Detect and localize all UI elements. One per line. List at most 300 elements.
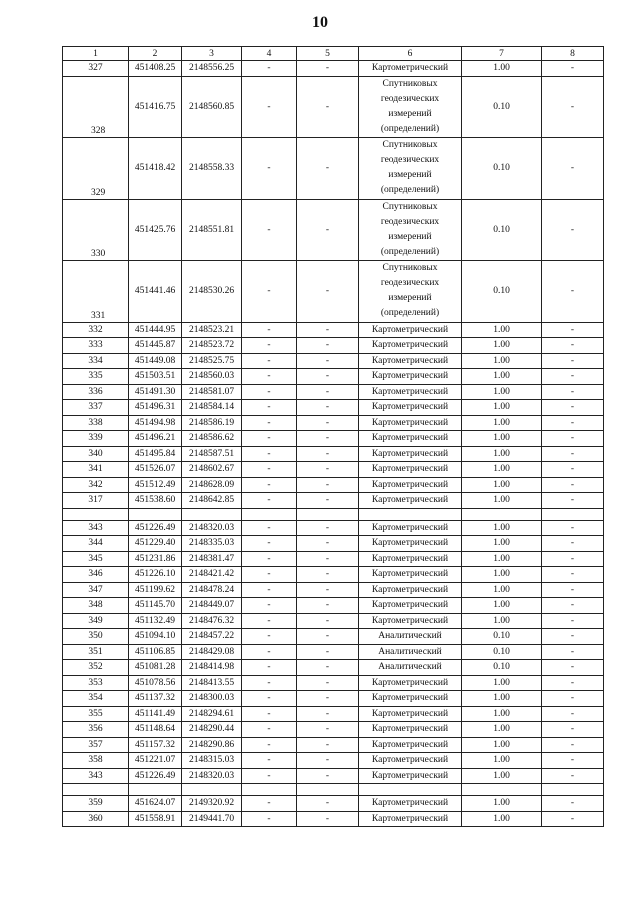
col8-cell: - bbox=[542, 675, 604, 691]
point-number-cell: 338 bbox=[63, 415, 129, 431]
header-cell: 1 bbox=[63, 47, 129, 61]
table-row bbox=[63, 353, 604, 369]
empty-cell bbox=[542, 508, 604, 520]
col5-cell: - bbox=[297, 61, 359, 77]
col4-cell: - bbox=[242, 811, 297, 827]
x-coordinate-cell: 451199.62 bbox=[129, 582, 182, 598]
x-coordinate-cell: 451558.91 bbox=[129, 811, 182, 827]
y-coordinate-cell: 2148523.21 bbox=[182, 322, 242, 338]
col8-cell: - bbox=[542, 796, 604, 812]
empty-cell bbox=[462, 508, 542, 520]
table-row bbox=[63, 644, 604, 660]
table-row bbox=[63, 138, 604, 200]
accuracy-cell: 0.10 bbox=[462, 644, 542, 660]
method-cell: Картометрический bbox=[359, 613, 462, 629]
method-cell: Картометрический bbox=[359, 753, 462, 769]
method-cell: Картометрический bbox=[359, 446, 462, 462]
y-coordinate-cell: 2148584.14 bbox=[182, 400, 242, 416]
x-coordinate-cell: 451503.51 bbox=[129, 369, 182, 385]
accuracy-cell: 1.00 bbox=[462, 675, 542, 691]
accuracy-cell: 1.00 bbox=[462, 753, 542, 769]
table-row bbox=[63, 753, 604, 769]
empty-cell bbox=[182, 784, 242, 796]
col4-cell: - bbox=[242, 675, 297, 691]
header-cell: 4 bbox=[242, 47, 297, 61]
x-coordinate-cell: 451221.07 bbox=[129, 753, 182, 769]
col5-cell: - bbox=[297, 706, 359, 722]
col4-cell: - bbox=[242, 462, 297, 478]
point-number-cell: 351 bbox=[63, 644, 129, 660]
col5-cell: - bbox=[297, 400, 359, 416]
col8-cell: - bbox=[542, 737, 604, 753]
empty-cell bbox=[359, 784, 462, 796]
table-row bbox=[63, 660, 604, 676]
point-number-cell: 334 bbox=[63, 353, 129, 369]
empty-cell bbox=[63, 508, 129, 520]
point-number-cell: 342 bbox=[63, 477, 129, 493]
accuracy-cell: 1.00 bbox=[462, 384, 542, 400]
col8-cell: - bbox=[542, 261, 604, 323]
col4-cell: - bbox=[242, 691, 297, 707]
point-number-cell: 359 bbox=[63, 796, 129, 812]
point-number-cell: 358 bbox=[63, 753, 129, 769]
accuracy-cell: 0.10 bbox=[462, 629, 542, 645]
table-row bbox=[63, 567, 604, 583]
accuracy-cell: 1.00 bbox=[462, 582, 542, 598]
y-coordinate-cell: 2148335.03 bbox=[182, 536, 242, 552]
x-coordinate-cell: 451078.56 bbox=[129, 675, 182, 691]
table-row bbox=[63, 551, 604, 567]
col4-cell: - bbox=[242, 613, 297, 629]
table-body bbox=[63, 61, 604, 827]
table-row bbox=[63, 400, 604, 416]
y-coordinate-cell: 2148381.47 bbox=[182, 551, 242, 567]
col8-cell: - bbox=[542, 551, 604, 567]
col8-cell: - bbox=[542, 691, 604, 707]
empty-cell bbox=[297, 508, 359, 520]
col4-cell: - bbox=[242, 722, 297, 738]
table-row bbox=[63, 768, 604, 784]
point-number-cell: 343 bbox=[63, 768, 129, 784]
col8-cell: - bbox=[542, 322, 604, 338]
table-row bbox=[63, 431, 604, 447]
y-coordinate-cell: 2148320.03 bbox=[182, 520, 242, 536]
table-row bbox=[63, 384, 604, 400]
coordinates-table bbox=[62, 46, 604, 827]
col5-cell: - bbox=[297, 567, 359, 583]
col8-cell: - bbox=[542, 811, 604, 827]
accuracy-cell: 1.00 bbox=[462, 706, 542, 722]
col5-cell: - bbox=[297, 737, 359, 753]
accuracy-cell: 0.10 bbox=[462, 138, 542, 200]
accuracy-cell: 1.00 bbox=[462, 446, 542, 462]
col4-cell: - bbox=[242, 660, 297, 676]
point-number-cell: 329 bbox=[63, 138, 129, 200]
table-row bbox=[63, 598, 604, 614]
method-cell: Картометрический bbox=[359, 493, 462, 509]
table-row bbox=[63, 582, 604, 598]
col5-cell: - bbox=[297, 76, 359, 138]
accuracy-cell: 1.00 bbox=[462, 493, 542, 509]
col8-cell: - bbox=[542, 400, 604, 416]
col8-cell: - bbox=[542, 768, 604, 784]
accuracy-cell: 1.00 bbox=[462, 400, 542, 416]
accuracy-cell: 1.00 bbox=[462, 613, 542, 629]
table-row bbox=[63, 811, 604, 827]
col4-cell: - bbox=[242, 493, 297, 509]
method-cell: Картометрический bbox=[359, 796, 462, 812]
col8-cell: - bbox=[542, 384, 604, 400]
point-number-cell: 335 bbox=[63, 369, 129, 385]
method-cell: Картометрический bbox=[359, 737, 462, 753]
col4-cell: - bbox=[242, 353, 297, 369]
x-coordinate-cell: 451145.70 bbox=[129, 598, 182, 614]
method-cell: Картометрический bbox=[359, 675, 462, 691]
y-coordinate-cell: 2148586.62 bbox=[182, 431, 242, 447]
table-row bbox=[63, 322, 604, 338]
col8-cell: - bbox=[542, 598, 604, 614]
col4-cell: - bbox=[242, 76, 297, 138]
col4-cell: - bbox=[242, 369, 297, 385]
y-coordinate-cell: 2148294.61 bbox=[182, 706, 242, 722]
col8-cell: - bbox=[542, 493, 604, 509]
empty-cell bbox=[462, 784, 542, 796]
point-number-cell: 344 bbox=[63, 536, 129, 552]
method-cell: Картометрический bbox=[359, 338, 462, 354]
table-row bbox=[63, 199, 604, 261]
y-coordinate-cell: 2148551.81 bbox=[182, 199, 242, 261]
col8-cell: - bbox=[542, 613, 604, 629]
header-cell: 7 bbox=[462, 47, 542, 61]
table-row bbox=[63, 520, 604, 536]
point-number-cell: 337 bbox=[63, 400, 129, 416]
col5-cell: - bbox=[297, 629, 359, 645]
method-cell: Аналитический bbox=[359, 644, 462, 660]
point-number-cell: 353 bbox=[63, 675, 129, 691]
table-separator-row bbox=[63, 508, 604, 520]
point-number-cell: 333 bbox=[63, 338, 129, 354]
point-number-cell: 360 bbox=[63, 811, 129, 827]
col5-cell: - bbox=[297, 551, 359, 567]
col8-cell: - bbox=[542, 644, 604, 660]
accuracy-cell: 1.00 bbox=[462, 567, 542, 583]
y-coordinate-cell: 2148478.24 bbox=[182, 582, 242, 598]
x-coordinate-cell: 451425.76 bbox=[129, 199, 182, 261]
method-cell: Спутниковых геодезических измерений (определений) bbox=[359, 199, 462, 261]
point-number-cell: 332 bbox=[63, 322, 129, 338]
y-coordinate-cell: 2148449.07 bbox=[182, 598, 242, 614]
col8-cell: - bbox=[542, 369, 604, 385]
x-coordinate-cell: 451106.85 bbox=[129, 644, 182, 660]
empty-cell bbox=[359, 508, 462, 520]
col8-cell: - bbox=[542, 199, 604, 261]
accuracy-cell: 1.00 bbox=[462, 737, 542, 753]
method-cell: Аналитический bbox=[359, 629, 462, 645]
col5-cell: - bbox=[297, 768, 359, 784]
y-coordinate-cell: 2148315.03 bbox=[182, 753, 242, 769]
accuracy-cell: 1.00 bbox=[462, 691, 542, 707]
point-number-cell: 356 bbox=[63, 722, 129, 738]
col8-cell: - bbox=[542, 477, 604, 493]
col8-cell: - bbox=[542, 753, 604, 769]
table-row bbox=[63, 737, 604, 753]
x-coordinate-cell: 451231.86 bbox=[129, 551, 182, 567]
col8-cell: - bbox=[542, 722, 604, 738]
point-number-cell: 339 bbox=[63, 431, 129, 447]
col4-cell: - bbox=[242, 61, 297, 77]
col4-cell: - bbox=[242, 322, 297, 338]
y-coordinate-cell: 2148560.85 bbox=[182, 76, 242, 138]
table-row bbox=[63, 462, 604, 478]
empty-cell bbox=[129, 784, 182, 796]
accuracy-cell: 1.00 bbox=[462, 462, 542, 478]
point-number-cell: 349 bbox=[63, 613, 129, 629]
empty-cell bbox=[297, 784, 359, 796]
col4-cell: - bbox=[242, 338, 297, 354]
table-row bbox=[63, 338, 604, 354]
table-row bbox=[63, 613, 604, 629]
col4-cell: - bbox=[242, 415, 297, 431]
method-cell: Картометрический bbox=[359, 322, 462, 338]
col4-cell: - bbox=[242, 536, 297, 552]
accuracy-cell: 1.00 bbox=[462, 811, 542, 827]
x-coordinate-cell: 451449.08 bbox=[129, 353, 182, 369]
x-coordinate-cell: 451418.42 bbox=[129, 138, 182, 200]
method-cell: Картометрический bbox=[359, 768, 462, 784]
method-cell: Картометрический bbox=[359, 415, 462, 431]
y-coordinate-cell: 2148556.25 bbox=[182, 61, 242, 77]
col8-cell: - bbox=[542, 338, 604, 354]
point-number-cell: 350 bbox=[63, 629, 129, 645]
method-cell: Спутниковых геодезических измерений (определений) bbox=[359, 76, 462, 138]
empty-cell bbox=[242, 784, 297, 796]
accuracy-cell: 1.00 bbox=[462, 415, 542, 431]
col8-cell: - bbox=[542, 706, 604, 722]
table-row bbox=[63, 261, 604, 323]
accuracy-cell: 1.00 bbox=[462, 551, 542, 567]
y-coordinate-cell: 2148560.03 bbox=[182, 369, 242, 385]
x-coordinate-cell: 451444.95 bbox=[129, 322, 182, 338]
table-row bbox=[63, 61, 604, 77]
accuracy-cell: 1.00 bbox=[462, 520, 542, 536]
accuracy-cell: 1.00 bbox=[462, 768, 542, 784]
x-coordinate-cell: 451148.64 bbox=[129, 722, 182, 738]
table-row bbox=[63, 369, 604, 385]
col5-cell: - bbox=[297, 138, 359, 200]
point-number-cell: 330 bbox=[63, 199, 129, 261]
col4-cell: - bbox=[242, 768, 297, 784]
x-coordinate-cell: 451132.49 bbox=[129, 613, 182, 629]
y-coordinate-cell: 2148413.55 bbox=[182, 675, 242, 691]
point-number-cell: 343 bbox=[63, 520, 129, 536]
col4-cell: - bbox=[242, 520, 297, 536]
empty-cell bbox=[63, 784, 129, 796]
accuracy-cell: 1.00 bbox=[462, 369, 542, 385]
point-number-cell: 336 bbox=[63, 384, 129, 400]
table-row bbox=[63, 415, 604, 431]
header-cell: 6 bbox=[359, 47, 462, 61]
y-coordinate-cell: 2148642.85 bbox=[182, 493, 242, 509]
col8-cell: - bbox=[542, 76, 604, 138]
point-number-cell: 317 bbox=[63, 493, 129, 509]
method-cell: Картометрический bbox=[359, 369, 462, 385]
method-cell: Спутниковых геодезических измерений (определений) bbox=[359, 138, 462, 200]
method-cell: Картометрический bbox=[359, 61, 462, 77]
x-coordinate-cell: 451229.40 bbox=[129, 536, 182, 552]
x-coordinate-cell: 451157.32 bbox=[129, 737, 182, 753]
accuracy-cell: 0.10 bbox=[462, 199, 542, 261]
table-row bbox=[63, 536, 604, 552]
x-coordinate-cell: 451512.49 bbox=[129, 477, 182, 493]
table-separator-row bbox=[63, 784, 604, 796]
table-row bbox=[63, 796, 604, 812]
method-cell: Спутниковых геодезических измерений (определений) bbox=[359, 261, 462, 323]
col4-cell: - bbox=[242, 138, 297, 200]
col5-cell: - bbox=[297, 811, 359, 827]
accuracy-cell: 1.00 bbox=[462, 536, 542, 552]
method-cell: Картометрический bbox=[359, 706, 462, 722]
method-cell: Картометрический bbox=[359, 722, 462, 738]
col4-cell: - bbox=[242, 400, 297, 416]
method-cell: Аналитический bbox=[359, 660, 462, 676]
point-number-cell: 348 bbox=[63, 598, 129, 614]
accuracy-cell: 0.10 bbox=[462, 76, 542, 138]
point-number-cell: 341 bbox=[63, 462, 129, 478]
col5-cell: - bbox=[297, 199, 359, 261]
table-header-row bbox=[63, 47, 604, 61]
point-number-cell: 345 bbox=[63, 551, 129, 567]
col8-cell: - bbox=[542, 536, 604, 552]
y-coordinate-cell: 2149320.92 bbox=[182, 796, 242, 812]
accuracy-cell: 1.00 bbox=[462, 61, 542, 77]
method-cell: Картометрический bbox=[359, 477, 462, 493]
x-coordinate-cell: 451408.25 bbox=[129, 61, 182, 77]
y-coordinate-cell: 2148290.44 bbox=[182, 722, 242, 738]
method-cell: Картометрический bbox=[359, 551, 462, 567]
method-cell: Картометрический bbox=[359, 536, 462, 552]
x-coordinate-cell: 451496.21 bbox=[129, 431, 182, 447]
col4-cell: - bbox=[242, 199, 297, 261]
method-cell: Картометрический bbox=[359, 353, 462, 369]
col8-cell: - bbox=[542, 61, 604, 77]
col8-cell: - bbox=[542, 567, 604, 583]
col5-cell: - bbox=[297, 796, 359, 812]
col5-cell: - bbox=[297, 722, 359, 738]
x-coordinate-cell: 451538.60 bbox=[129, 493, 182, 509]
accuracy-cell: 0.10 bbox=[462, 660, 542, 676]
y-coordinate-cell: 2148290.86 bbox=[182, 737, 242, 753]
col5-cell: - bbox=[297, 322, 359, 338]
col4-cell: - bbox=[242, 261, 297, 323]
x-coordinate-cell: 451416.75 bbox=[129, 76, 182, 138]
table-row bbox=[63, 493, 604, 509]
accuracy-cell: 1.00 bbox=[462, 796, 542, 812]
empty-cell bbox=[242, 508, 297, 520]
point-number-cell: 346 bbox=[63, 567, 129, 583]
table-row bbox=[63, 691, 604, 707]
table-row bbox=[63, 629, 604, 645]
y-coordinate-cell: 2149441.70 bbox=[182, 811, 242, 827]
method-cell: Картометрический bbox=[359, 567, 462, 583]
header-cell: 5 bbox=[297, 47, 359, 61]
y-coordinate-cell: 2148414.98 bbox=[182, 660, 242, 676]
table-row bbox=[63, 76, 604, 138]
x-coordinate-cell: 451226.49 bbox=[129, 520, 182, 536]
col8-cell: - bbox=[542, 520, 604, 536]
accuracy-cell: 1.00 bbox=[462, 431, 542, 447]
col4-cell: - bbox=[242, 431, 297, 447]
col5-cell: - bbox=[297, 613, 359, 629]
col5-cell: - bbox=[297, 660, 359, 676]
y-coordinate-cell: 2148429.08 bbox=[182, 644, 242, 660]
x-coordinate-cell: 451526.07 bbox=[129, 462, 182, 478]
y-coordinate-cell: 2148523.72 bbox=[182, 338, 242, 354]
col8-cell: - bbox=[542, 353, 604, 369]
x-coordinate-cell: 451094.10 bbox=[129, 629, 182, 645]
method-cell: Картометрический bbox=[359, 462, 462, 478]
col5-cell: - bbox=[297, 353, 359, 369]
col5-cell: - bbox=[297, 477, 359, 493]
col5-cell: - bbox=[297, 261, 359, 323]
col8-cell: - bbox=[542, 138, 604, 200]
y-coordinate-cell: 2148476.32 bbox=[182, 613, 242, 629]
method-cell: Картометрический bbox=[359, 598, 462, 614]
method-cell: Картометрический bbox=[359, 582, 462, 598]
col8-cell: - bbox=[542, 582, 604, 598]
col5-cell: - bbox=[297, 431, 359, 447]
table-row bbox=[63, 706, 604, 722]
col4-cell: - bbox=[242, 446, 297, 462]
method-cell: Картометрический bbox=[359, 400, 462, 416]
col8-cell: - bbox=[542, 462, 604, 478]
col4-cell: - bbox=[242, 629, 297, 645]
col5-cell: - bbox=[297, 415, 359, 431]
col8-cell: - bbox=[542, 415, 604, 431]
method-cell: Картометрический bbox=[359, 520, 462, 536]
col5-cell: - bbox=[297, 644, 359, 660]
y-coordinate-cell: 2148602.67 bbox=[182, 462, 242, 478]
header-cell: 3 bbox=[182, 47, 242, 61]
table-row bbox=[63, 722, 604, 738]
method-cell: Картометрический bbox=[359, 384, 462, 400]
method-cell: Картометрический bbox=[359, 431, 462, 447]
header-cell: 2 bbox=[129, 47, 182, 61]
accuracy-cell: 1.00 bbox=[462, 353, 542, 369]
table-row bbox=[63, 675, 604, 691]
col5-cell: - bbox=[297, 369, 359, 385]
y-coordinate-cell: 2148525.75 bbox=[182, 353, 242, 369]
col4-cell: - bbox=[242, 567, 297, 583]
col4-cell: - bbox=[242, 477, 297, 493]
empty-cell bbox=[542, 784, 604, 796]
y-coordinate-cell: 2148586.19 bbox=[182, 415, 242, 431]
accuracy-cell: 1.00 bbox=[462, 322, 542, 338]
x-coordinate-cell: 451624.07 bbox=[129, 796, 182, 812]
col5-cell: - bbox=[297, 675, 359, 691]
point-number-cell: 327 bbox=[63, 61, 129, 77]
point-number-cell: 355 bbox=[63, 706, 129, 722]
y-coordinate-cell: 2148530.26 bbox=[182, 261, 242, 323]
empty-cell bbox=[129, 508, 182, 520]
x-coordinate-cell: 451226.49 bbox=[129, 768, 182, 784]
y-coordinate-cell: 2148587.51 bbox=[182, 446, 242, 462]
y-coordinate-cell: 2148628.09 bbox=[182, 477, 242, 493]
point-number-cell: 352 bbox=[63, 660, 129, 676]
x-coordinate-cell: 451441.46 bbox=[129, 261, 182, 323]
x-coordinate-cell: 451495.84 bbox=[129, 446, 182, 462]
y-coordinate-cell: 2148457.22 bbox=[182, 629, 242, 645]
accuracy-cell: 1.00 bbox=[462, 722, 542, 738]
